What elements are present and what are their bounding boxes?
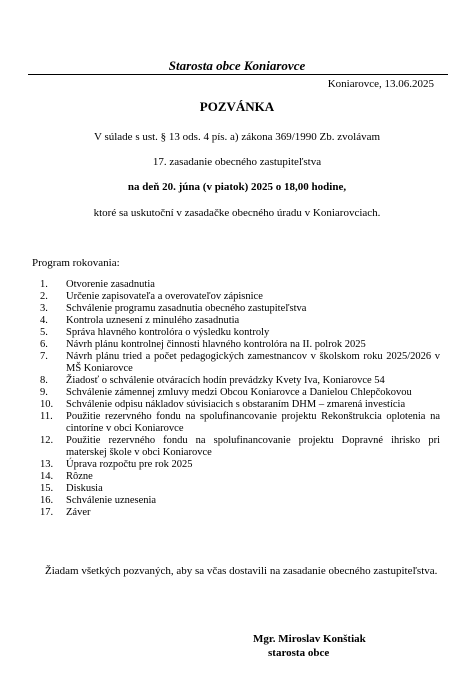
agenda-item-number: 9. [40,387,48,398]
agenda-item [40,291,440,303]
agenda-item-text: Schválenie zámennej zmluvy medzi Obcou Koniarovce a Danielou Chlepčokovou [66,387,412,398]
agenda-item-number: 15. [40,483,54,494]
agenda-item [40,495,440,507]
agenda-list [40,279,440,519]
agenda-item [40,483,440,495]
agenda-item [40,387,440,399]
agenda-item-text: Použitie rezervného fondu na spolufinancovanie projektu Dopravné ihrisko pri materskej škole v obci Koniarovce [66,435,440,458]
agenda-item [40,327,440,339]
program-label: Program rokovania: [32,257,120,269]
agenda-item-number: 8. [40,375,48,386]
agenda-item-text: Otvorenie zasadnutia [66,279,155,290]
invitation-session: 17. zasadanie obecného zastupiteľstva [152,156,322,168]
agenda-item [40,303,440,315]
agenda-item [40,459,440,471]
closing-paragraph: Žiadam všetkých pozvaných, aby sa včas dostavili na zasadanie obecného zastupiteľstva. [45,565,438,577]
agenda-item-number: 11. [40,411,53,422]
agenda-item [40,471,440,483]
agenda-item-text: Úprava rozpočtu pre rok 2025 [66,459,193,470]
agenda-item-number: 2. [40,291,48,302]
agenda-item-text: Schválenie uznesenia [66,495,157,506]
invitation-intro: V súlade s ust. § 13 ods. 4 pís. a) zákona 369/1990 Zb. zvolávam [93,131,381,143]
agenda-item [40,507,440,519]
agenda-item-number: 4. [40,315,48,326]
agenda-item [40,411,440,435]
agenda-item-text: Návrh plánu tried a počet pedagogických zamestnancov v školskom roku 2025/2026 v MŠ Koniarovce [66,351,440,374]
agenda-item-text: Záver [66,507,91,518]
agenda-item-number: 10. [40,399,54,410]
agenda-item [40,279,440,291]
agenda-item-number: 1. [40,279,48,290]
agenda-item-text: Rôzne [66,471,93,482]
agenda-item [40,315,440,327]
agenda-item-text: Schválenie programu zasadnutia obecného zastupiteľstva [66,303,307,314]
invitation-location: ktoré sa uskutoční v zasadačke obecného úradu v Koniarovciach. [93,207,381,219]
agenda-item-text: Návrh plánu kontrolnej činnosti hlavného kontrolóra na II. polrok 2025 [66,339,366,350]
agenda-item-number: 16. [40,495,54,506]
agenda-item-text: Schválenie odpisu nákladov súvisiacich s obstaraním DHM – zmarená investícia [66,399,406,410]
agenda-item-number: 13. [40,459,54,470]
agenda-item-text: Správa hlavného kontrolóra o výsledku kontroly [66,327,270,338]
agenda-item-number: 17. [40,507,54,518]
agenda-item [40,375,440,387]
agenda-item-number: 7. [40,351,48,362]
agenda-item-text: Použitie rezervného fondu na spolufinancovanie projektu Rekonštrukcia oplotenia na cintoríne v obci Koniarovce [66,411,440,434]
invitation-title: POZVÁNKA [199,99,275,114]
agenda-item [40,399,440,411]
signature-name: Mgr. Miroslav Konštiak [253,633,366,645]
header-divider [28,74,448,75]
agenda-item-text: Kontrola uznesení z minulého zasadnutia [66,315,240,326]
agenda-item [40,435,440,459]
agenda-item [40,351,440,375]
agenda-item-text: Diskusia [66,483,103,494]
agenda-item-number: 12. [40,435,54,446]
signature-role: starosta obce [268,647,330,659]
agenda-item-number: 3. [40,303,48,314]
agenda-item-text: Určenie zapisovateľa a overovateľov zápisnice [66,291,263,302]
agenda-item-number: 6. [40,339,48,350]
agenda-item-number: 5. [40,327,48,338]
header-title: Starosta obce Koniarovce [168,58,306,73]
document-date: Koniarovce, 13.06.2025 [327,78,434,90]
agenda-item [40,339,440,351]
agenda-item-text: Žiadosť o schválenie otváracích hodín prevádzky Kvety Iva, Koniarovce 54 [66,375,385,386]
agenda-item-number: 14. [40,471,54,482]
invitation-date-line: na deň 20. júna (v piatok) 2025 o 18,00 hodine, [127,181,347,193]
